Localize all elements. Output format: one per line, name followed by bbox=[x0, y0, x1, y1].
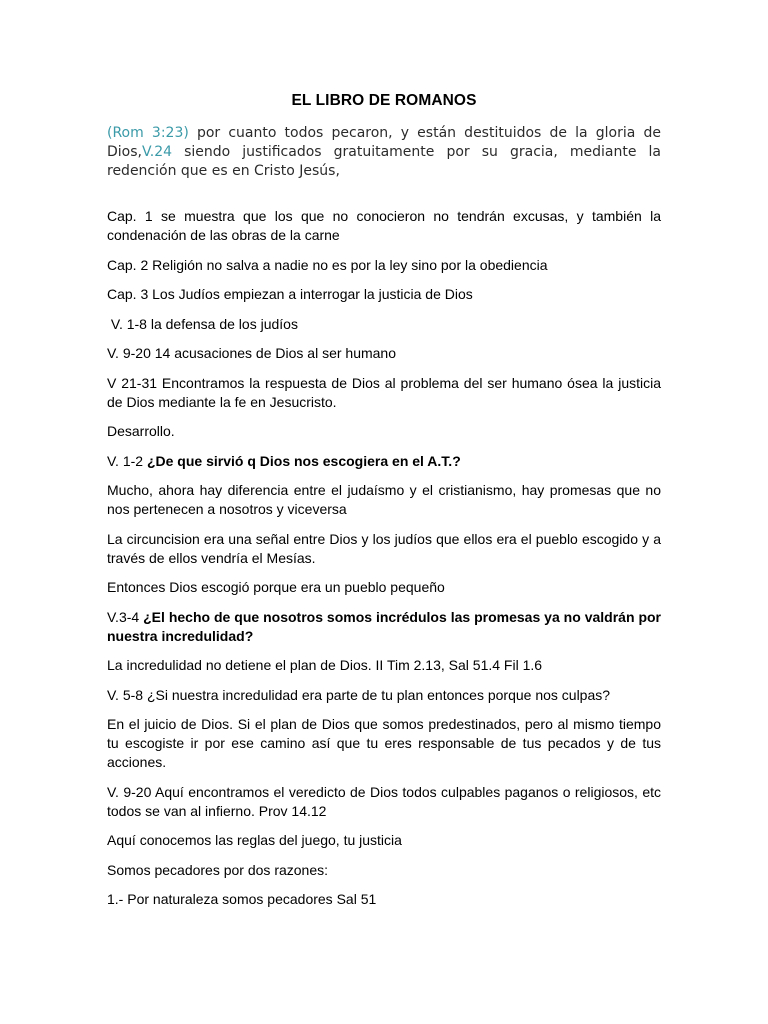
document-body bbox=[107, 207, 661, 920]
verse-quote bbox=[107, 124, 661, 181]
paragraph: Entonces Dios escogió porque era un pueblo pequeño bbox=[107, 579, 445, 595]
verse-reference: V.24 bbox=[141, 144, 173, 160]
paragraph: V. 9-20 14 acusaciones de Dios al ser humano bbox=[107, 345, 396, 361]
paragraph: En el juicio de Dios. Si el plan de Dios que somos predestinados, pero al mismo tiempo tu escogiste ir por ese camino así que tu eres responsable de tus pecados y de tus acciones. bbox=[107, 716, 661, 770]
paragraph: La circuncision era una señal entre Dios y los judíos que ellos era el pueblo escogido y a través de ellos vendría el Mesías. bbox=[107, 530, 661, 566]
paragraph bbox=[107, 452, 661, 471]
paragraph: V. 9-20 Aquí encontramos el veredicto de Dios todos culpables paganos o religiosos, etc todos se van al infierno. Prov 14.12 bbox=[107, 783, 661, 819]
verse-range: V. 1-2 bbox=[107, 452, 147, 469]
paragraph: 1.- Por naturaleza somos pecadores Sal 51 bbox=[107, 891, 377, 907]
paragraph: Aquí conocemos las reglas del juego, tu justicia bbox=[107, 832, 402, 848]
verse-text: por cuanto todos pecaron, y están destituidos de la gloria de Dios, bbox=[107, 125, 661, 160]
document-title: EL LIBRO DE ROMANOS bbox=[291, 92, 477, 109]
paragraph: V. 1-8 la defensa de los judíos bbox=[107, 315, 298, 332]
verse-text: siendo justificados gratuitamente por su gracia, mediante la redención que es en Cristo Jesús, bbox=[107, 144, 661, 179]
paragraph: V. 5-8 ¿Si nuestra incredulidad era parte de tu plan entonces porque nos culpas? bbox=[107, 686, 611, 703]
paragraph bbox=[107, 608, 661, 646]
paragraph: Cap. 2 Religión no salva a nadie no es por la ley sino por la obediencia bbox=[107, 256, 548, 273]
paragraph: Mucho, ahora hay diferencia entre el judaísmo y el cristianismo, hay promesas que no nos pertenecen a nosotros y viceversa bbox=[107, 482, 661, 517]
paragraph: Cap. 3 Los Judíos empiezan a interrogar la justicia de Dios bbox=[107, 286, 473, 302]
paragraph: La incredulidad no detiene el plan de Dios. II Tim 2.13, Sal 51.4 Fil 1.6 bbox=[107, 657, 543, 673]
question-heading: ¿De que sirvió q Dios nos escogiera en el A.T.? bbox=[146, 452, 461, 469]
verse-reference: (Rom 3:23) bbox=[107, 125, 189, 141]
verse-range: V.3-4 bbox=[107, 608, 144, 625]
paragraph: V 21-31 Encontramos la respuesta de Dios al problema del ser humano ósea la justicia de Dios mediante la fe en Jesucristo. bbox=[107, 374, 661, 410]
question-heading: ¿El hecho de que nosotros somos incrédulos las promesas ya no valdrán por nuestra incredulidad? bbox=[107, 608, 661, 644]
paragraph: Cap. 1 se muestra que los que no conocieron no tendrán excusas, y también la condenación de las obras de la carne bbox=[107, 208, 661, 243]
paragraph: Somos pecadores por dos razones: bbox=[107, 861, 329, 878]
paragraph: Desarrollo. bbox=[107, 423, 175, 439]
